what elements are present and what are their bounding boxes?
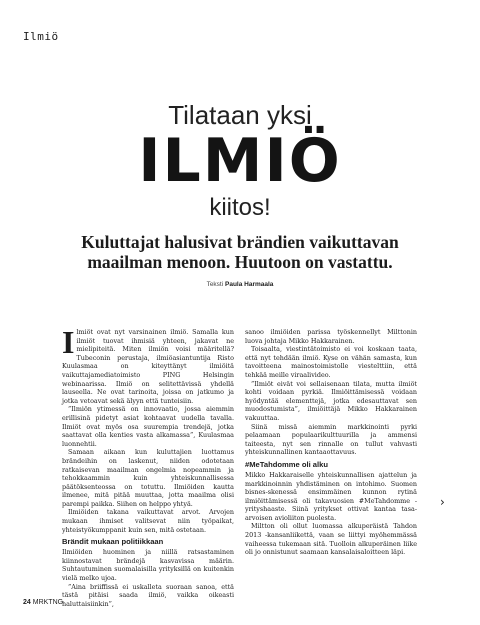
subheading: #MeTahdomme oli alku [245,459,328,469]
page-footer [23,599,63,606]
article-column-2 [245,328,417,557]
lead-paragraph: Kuluttajat halusivat brändien vaikuttavan maailman menoon. Huutoon on vastattu. [81,232,399,272]
subheading: Brändit mukaan politiikkaan [62,537,164,547]
body-paragraph: Ilmiöiden huominen ja niillä ratsastaminen kiinnostavat brändejä kasvavissa määrin. Suhtautuminen suomalaisilla yrityksillä on kuitenkin vielä melko ujoa. [62,548,234,583]
byline-prefix: Teksti [206,281,224,288]
headline: ILMIÖ [138,126,342,196]
page-number: 24 [23,599,31,606]
title-tail: kiitos! [209,194,271,221]
byline-author: Paula Harmaala [225,281,274,288]
drop-cap: I [62,324,75,360]
article-column-1 [62,324,234,608]
chevron-right-icon[interactable]: › [440,495,445,509]
body-paragraph: Siinä missä aiemmin markkinointi pyrki pelaamaan populaarikulttuurilla ja ammensi taiteesta, nyt sen rinnalle on tullut vahvasti yhteiskunnallinen kantaaottavuus. [245,422,417,457]
body-paragraph: Samaan aikaan kun kuluttajien luottamus brändeihin on laskenut, niiden odotetaan ratkaisevan maailman ongelmia nopeammin ja tehokkaammin kuin yhteiskunnallisessa päätöksenteossa on totuttu. Ilmiöiden kautta ilmenee, mitä pitää muuttaa, jotta maailma olisi parempi paikka. Siihen on helppo yhtyä. [62,448,234,508]
body-paragraph: ”Ilmiöt eivät voi sellaisenaan tilata, mutta ilmiöt kohti voidaan pyrkiä. Ilmiöittämisessä voidaan hyödyntää elementtejä, jotka edesauttavat sen muodostumista”, ilmiöittäjä Mikko Hakkarainen vakuuttaa. [245,379,417,422]
magazine-name: MRKTNG [32,599,64,606]
body-paragraph: Ilmiöt ovat nyt varsinainen ilmiö. Samalla kun ilmiöt tuovat ihmisiä yhteen, jakavat ne mielipiteitä. Miten ilmiön voisi määritellä? Tubeconin perustaja, ilmiöasiantuntija Risto Kuulasmaa on kiteyttänyt ilmiöitä vaikuttajamediatoimisto PING Helsingin webinaarissa. Ilmiö on selitettävissä yhdellä lauseella. Ne ovat tarinoita, joissa on jatkumo ja jotka vetoavat sekä älyyn että tunteisiin. [62,324,234,405]
title-kicker: Tilataan yksi [168,100,312,130]
body-paragraph: ”Aina briiffissä ei uskalleta suoraan sanoa, että tästä pitäisi saada ilmiö, vaikka oikeasti haluttaisiinkin”, [62,582,234,608]
body-paragraph: Miltton oli ollut luomassa alkuperäistä Tahdon 2013 -kansanliikettä, vaan se liittyi myöhemmässä vaiheessa tukemaan sitä. Tuolloin alkuperäinen liike oli jo onnistunut saamaan kansalaisaloitteen läpi. [245,522,417,557]
body-paragraph: Mikko Hakkaraiselle yhteiskunnallisen ajattelun ja markkinoinnin yhdistäminen on intohimo. Suomen bisnes-skenessä ensimmäinen kunnon rytinä ilmiöittämisessä oli takavuosien #MeTahdomme -yrityshaaste. Siinä yritykset ottivat kantaa tasa-arvoisen avioliiton puolesta. [245,470,417,522]
byline [0,281,480,288]
body-paragraph: Ilmiöiden takana vaikuttavat arvot. Arvojen mukaan ihmiset valitsevat niin työpaikat, yhteistyökumppanit kuin sen, mitä ostetaan. [62,508,234,534]
body-paragraph: ”Ilmiön ytimessä on innovaatio, jossa aiemmin erillisinä pidetyt asiat kohtaavat uudella tavalla. Ilmiöt ovat myös osa suurempia trendejä, jotka saattavat olla kenties vasta alkamassa”, Kuulasmaa luonnehtii. [62,405,234,448]
section-label: Ilmiö [23,30,59,43]
body-paragraph: sanoo ilmiöiden parissa työskennellyt Milttonin luova johtaja Mikko Hakkarainen. [245,328,417,345]
body-paragraph: Toisaalta, viestintätoimisto ei voi koskaan taata, että nyt tehdään ilmiö. Kyse on vähän samasta, kun tavoitteena mainostoimistolle viestelttiin, että tehkää meille viraalivideo. [245,345,417,379]
